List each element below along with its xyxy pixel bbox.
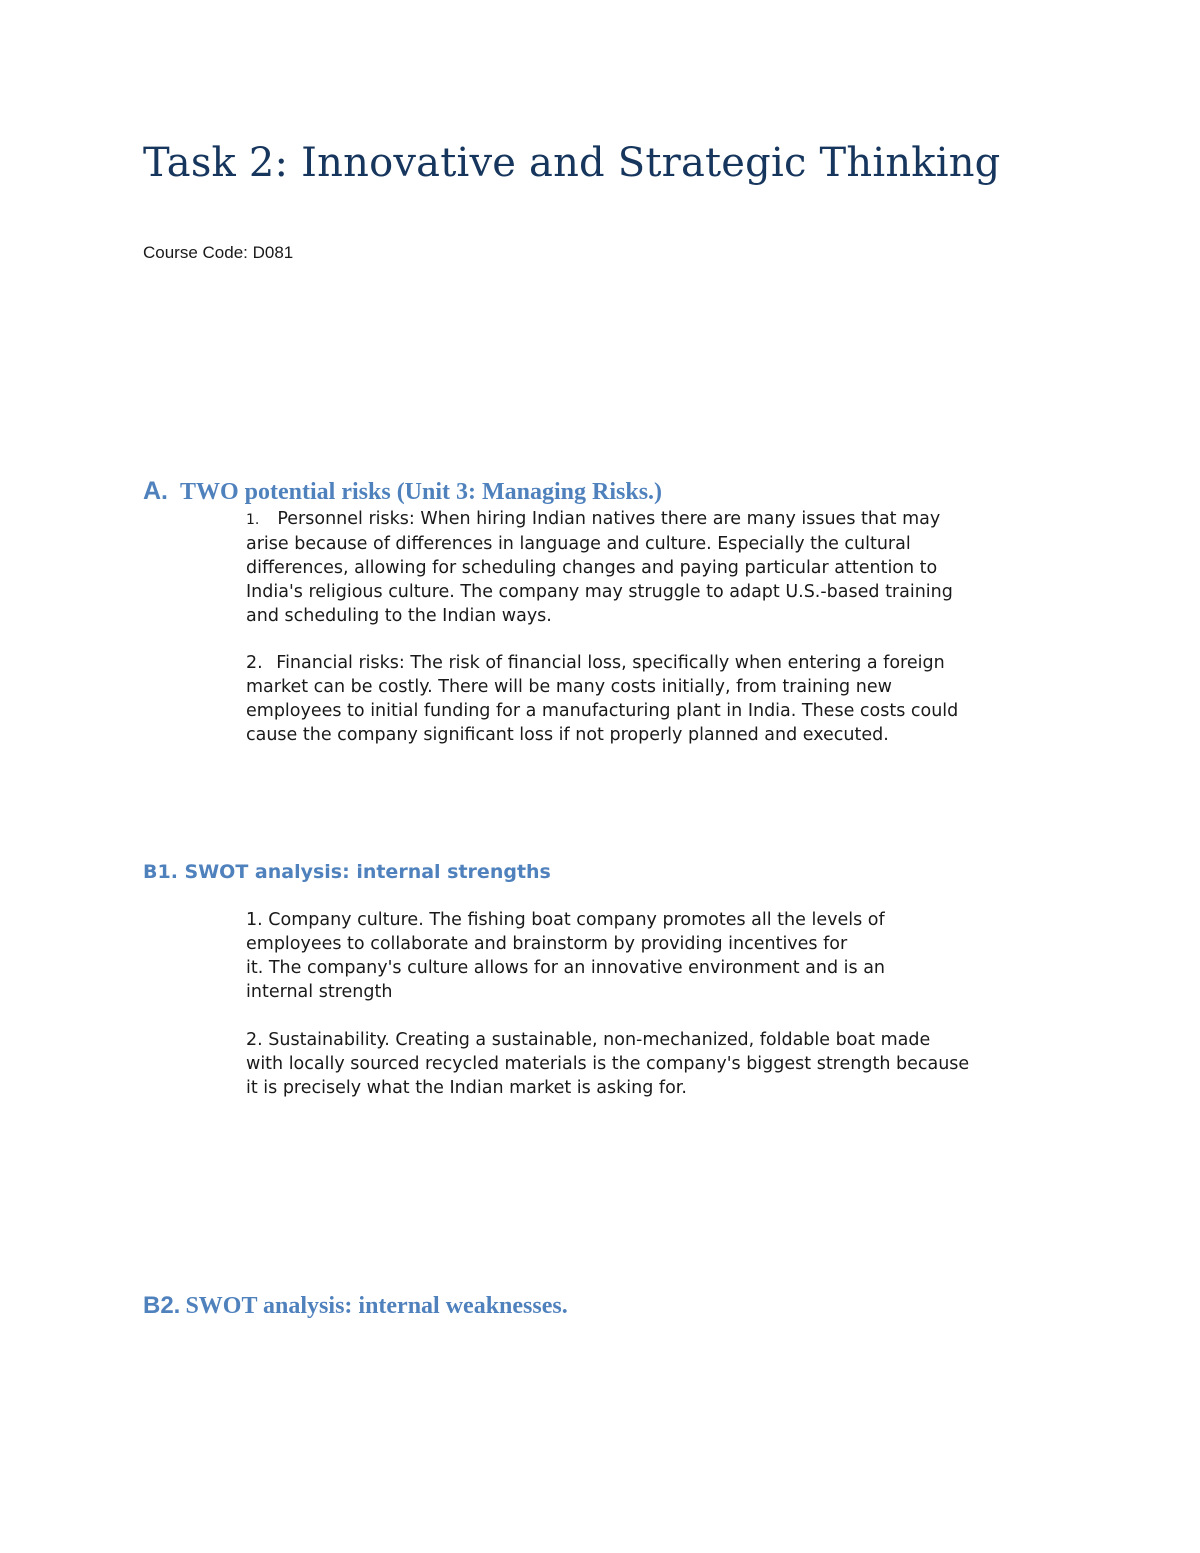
list-item-line — [246, 651, 1076, 675]
list-item-line: India's religious culture. The company may struggle to adapt U.S.-based training — [246, 582, 953, 602]
document-title: Task 2: Innovative and Strategic Thinking — [143, 140, 1001, 186]
list-item-number: 1. — [246, 910, 263, 930]
list-item-line: arise because of differences in language and culture. Especially the cultural — [246, 534, 911, 554]
list-item-text: Sustainability. Creating a sustainable, non-mechanized, foldable boat made — [268, 1030, 931, 1050]
list-item-text: Company culture. The fishing boat company promotes all the levels of — [268, 910, 885, 930]
list-item-line: cause the company significant loss if not properly planned and executed. — [246, 725, 889, 745]
list-item-line: employees to initial funding for a manufacturing plant in India. These costs could — [246, 701, 959, 721]
section-a-item-2 — [246, 651, 1076, 747]
list-item-line: market can be costly. There will be many costs initially, from training new — [246, 677, 892, 697]
list-item-line: employees to collaborate and brainstorm by providing incentives for — [246, 934, 848, 954]
list-item-line: with locally sourced recycled materials is the company's biggest strength because — [246, 1054, 970, 1074]
section-b1-item-1 — [246, 908, 1076, 1004]
list-item-line — [246, 507, 1076, 532]
list-item-line — [246, 908, 1076, 932]
list-item-text: Personnel risks: When hiring Indian natives there are many issues that may — [277, 509, 941, 529]
list-item-text: Financial risks: The risk of financial loss, specifically when entering a foreign — [276, 653, 945, 673]
list-item-number: 2. — [246, 1030, 263, 1050]
list-item-line: it is precisely what the Indian market is asking for. — [246, 1078, 687, 1098]
section-b1-heading: B1. SWOT analysis: internal strengths — [143, 861, 551, 883]
list-item-number: 2. — [246, 653, 263, 673]
list-item-line: differences, allowing for scheduling changes and paying particular attention to — [246, 558, 938, 578]
section-b1-item-2 — [246, 1028, 1076, 1100]
section-a-marker: A. — [143, 477, 168, 505]
list-item-number: 1. — [246, 512, 260, 528]
list-item-line — [246, 1028, 1076, 1052]
section-a-item-1 — [246, 507, 1076, 628]
section-a-heading-text: TWO potential risks (Unit 3: Managing Risks.) — [180, 479, 663, 505]
list-item-line: internal strength — [246, 982, 393, 1002]
section-b2-heading — [143, 1292, 568, 1320]
section-a-heading — [143, 477, 662, 506]
section-b2-marker: B2. — [143, 1292, 181, 1319]
course-code: Course Code: D081 — [143, 243, 294, 262]
list-item-line: it. The company's culture allows for an innovative environment and is an — [246, 958, 886, 978]
section-b2-heading-text: SWOT analysis: internal weaknesses. — [185, 1293, 568, 1319]
list-item-line: and scheduling to the Indian ways. — [246, 606, 552, 626]
